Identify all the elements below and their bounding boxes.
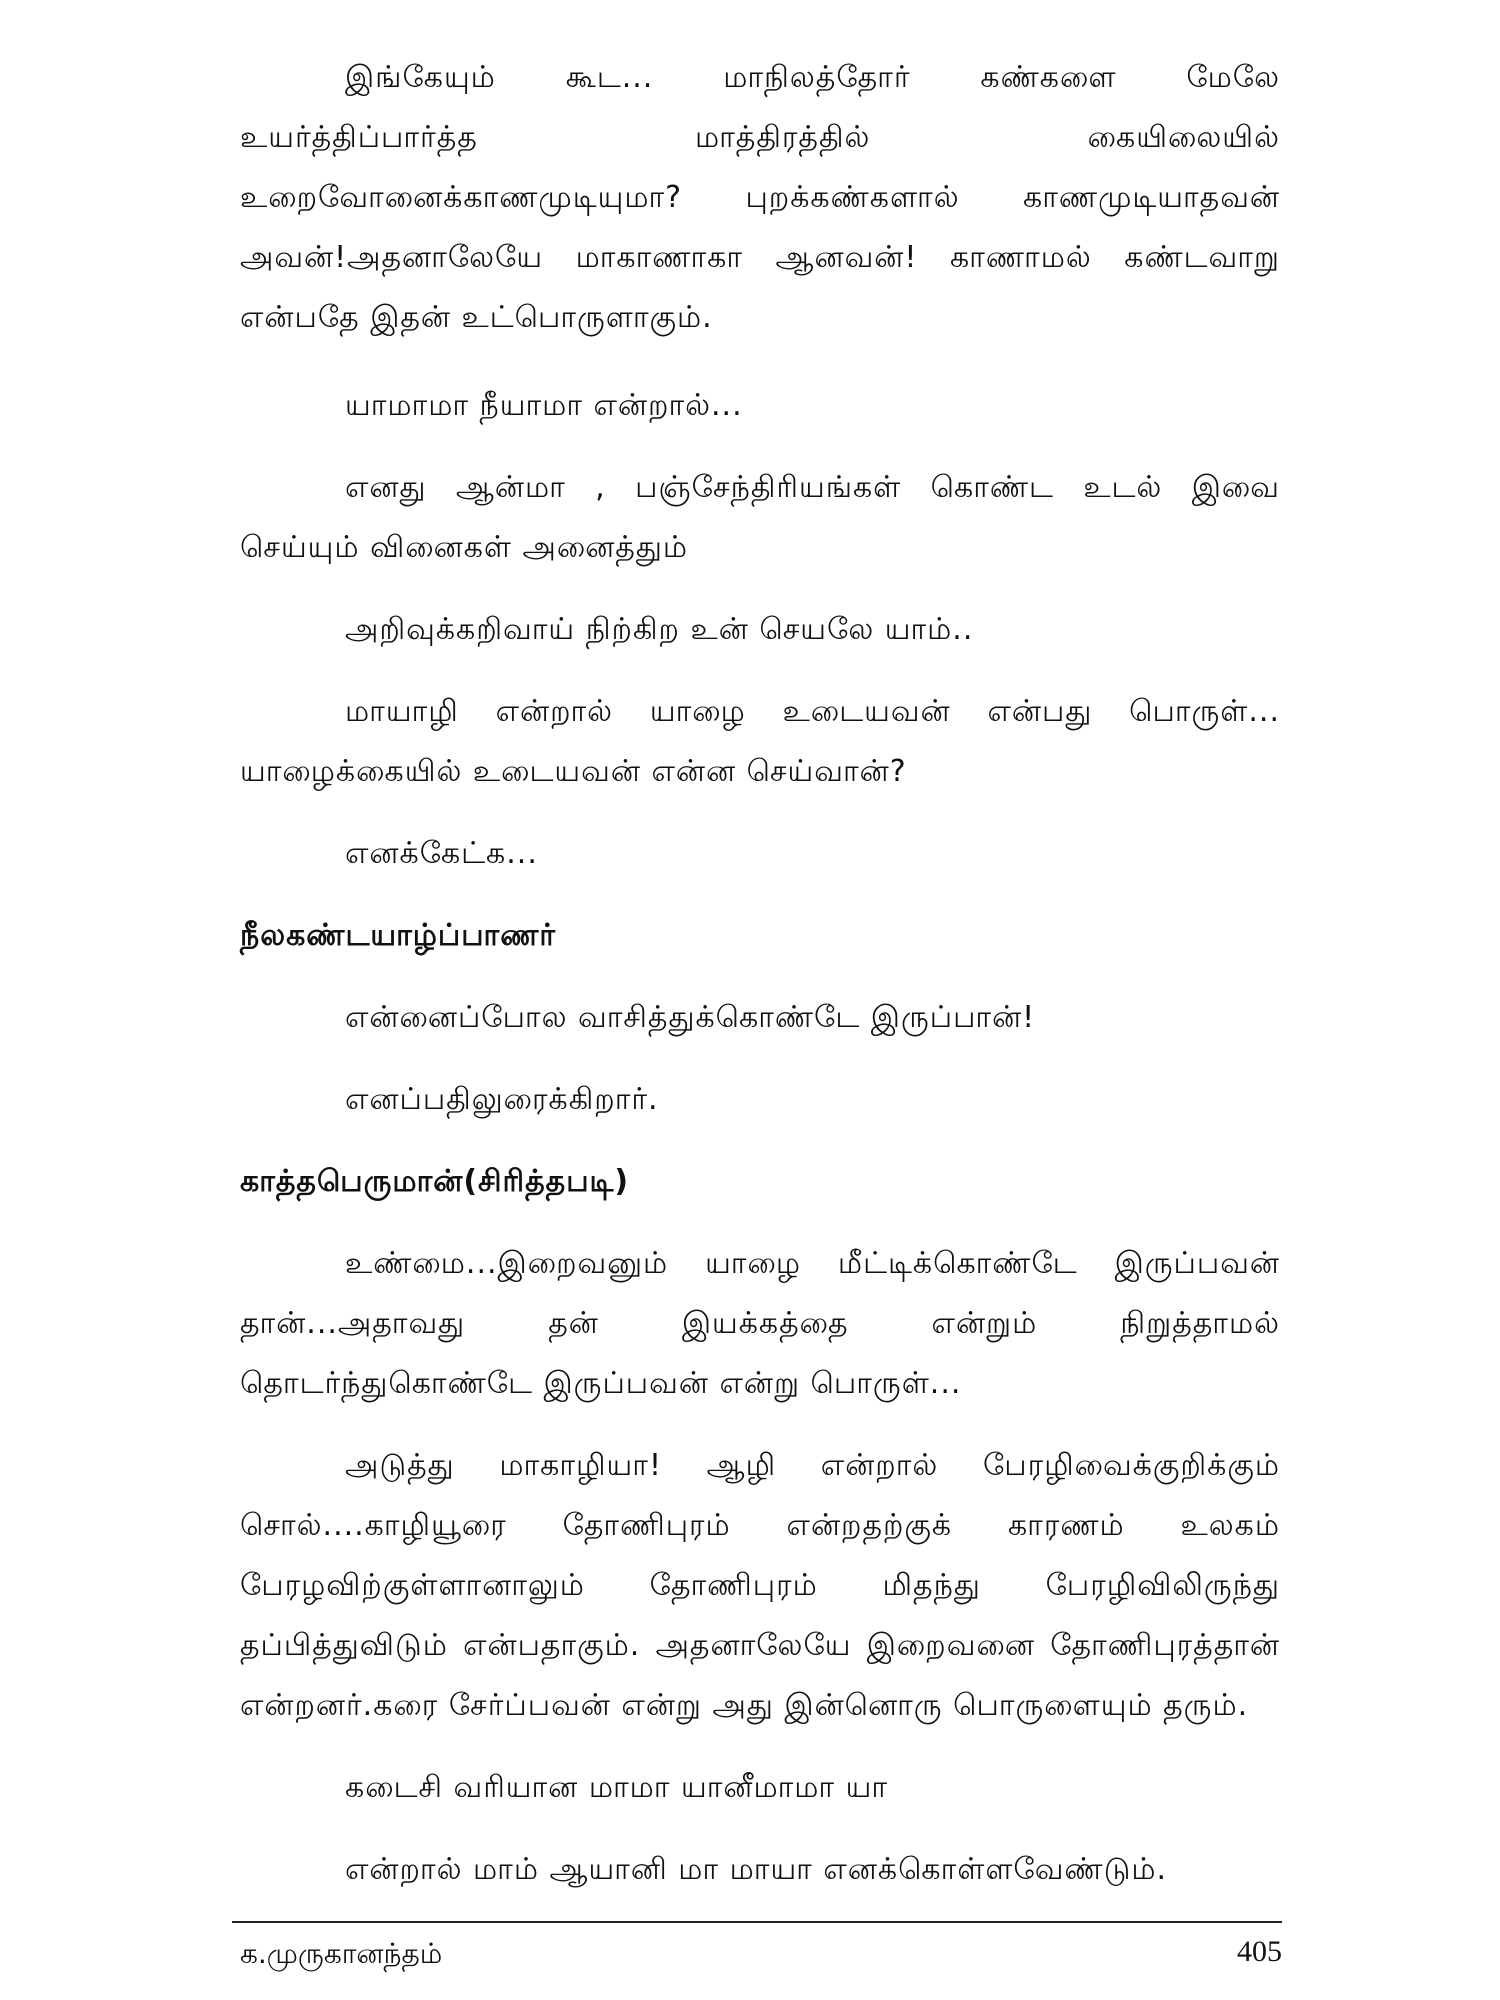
footer-divider	[232, 1921, 1282, 1923]
paragraph: எனது ஆன்மா , பஞ்சேந்திரியங்கள் கொண்ட உடல் இவை செய்யும் வினைகள் அனைத்தும்	[240, 470, 1280, 565]
paragraph: யாமாமா நீயாமா என்றால்...	[345, 388, 743, 423]
dialogue-paragraph: உண்மை...இறைவனும் யாழை மீட்டிக்கொண்டே இருப்பவன் தான்...அதாவது தன் இயக்கத்தை என்றும் நிறுத்தாமல் தொடர்ந்துகொண்டே இருப்பவன் என்று பொருள்...	[240, 1246, 1280, 1401]
footer-author: க.முருகானந்தம்	[240, 1937, 443, 1970]
page-body	[240, 48, 1280, 1900]
page-number: 405	[1237, 1935, 1282, 1968]
dialogue-line: என்னைப்போல வாசித்துக்கொண்டே இருப்பான்!	[345, 1000, 1036, 1035]
speaker-name: காத்தபெருமான்(சிரித்தபடி)	[240, 1164, 630, 1199]
paragraph: இங்கேயும் கூட... மாநிலத்தோர் கண்களை மேலே உயர்த்திப்பார்த்த மாத்திரத்தில் கையிலையில் உறைவோனைக்காணமுடியுமா? புறக்கண்களால் காணமுடியாதவன் அவன்!அதனாலேயே மாகாணாகா ஆனவன்! காணாமல் கண்டவாறு என்பதே இதன் உட்பொருளாகும்.	[240, 60, 1280, 335]
paragraph: எனப்பதிலுரைக்கிறார்.	[345, 1082, 659, 1117]
paragraph: கடைசி வரியான மாமா யானீமாமா யா	[345, 1770, 889, 1805]
speaker-name: நீலகண்டயாழ்ப்பாணர்	[240, 918, 557, 953]
paragraph: மாயாழி என்றால் யாழை உடையவன் என்பது பொருள்... யாழைக்கையில் உடையவன் என்ன செய்வான்?	[240, 694, 1280, 789]
paragraph: அறிவுக்கறிவாய் நிற்கிற உன் செயலே யாம்..	[345, 612, 974, 647]
paragraph: எனக்கேட்க...	[345, 836, 538, 871]
paragraph: என்றால் மாம் ஆயானி மா மாயா எனக்கொள்ளவேண்டும்.	[345, 1852, 1168, 1887]
paragraph: அடுத்து மாகாழியா! ஆழி என்றால் பேரழிவைக்குறிக்கும் சொல்....காழியூரை தோணிபுரம் என்றதற்குக் காரணம் உலகம் பேரழவிற்குள்ளானாலும் தோணிபுரம் மிதந்து பேரழிவிலிருந்து தப்பித்துவிடும் என்பதாகும். அதனாலேயே இறைவனை தோணிபுரத்தான் என்றனர்.கரை சேர்ப்பவன் என்று அது இன்னொரு பொருளையும் தரும்.	[240, 1448, 1280, 1723]
